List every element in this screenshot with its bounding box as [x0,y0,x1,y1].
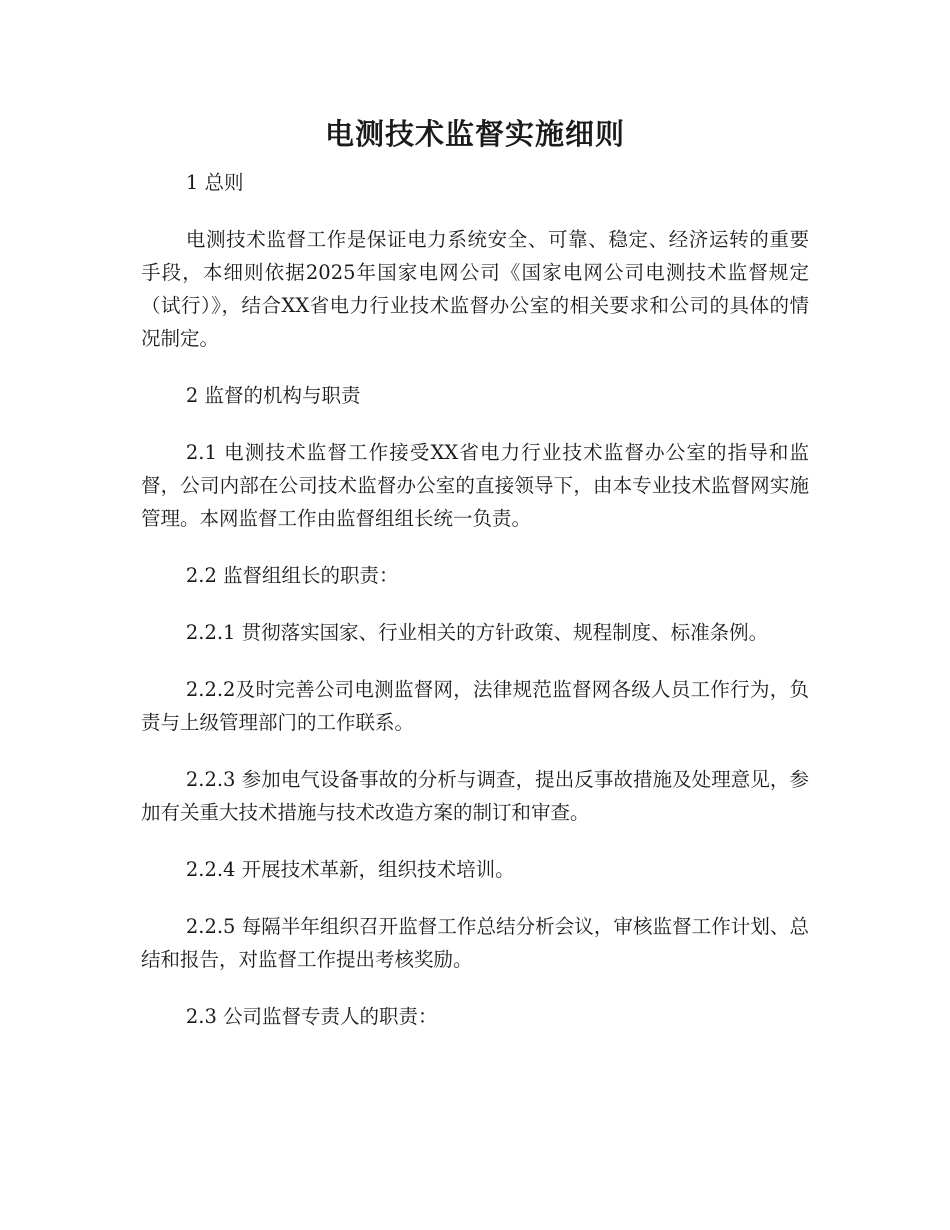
document-body [141,166,809,1033]
paragraph-2-2-3: 2.2.3 参加电气设备事故的分析与调查，提出反事故措施及处理意见，参加有关重大技术措施与技术改造方案的制订和审查。 [141,768,809,824]
section-heading-general: 1 总则 [185,171,244,194]
paragraph-2-2-4: 2.2.4 开展技术革新，组织技术培训。 [185,858,515,881]
document-title: 电测技术监督实施细则 [324,117,625,151]
paragraph-general-intro: 电测技术监督工作是保证电力系统安全、可靠、稳定、经济运转的重要手段，本细则依据2025年国家电网公司《国家电网公司电测技术监督规定（试行）》，结合XX省电力行业技术监督办公室的相关要求和公司的具体的情况制定。 [141,228,809,350]
paragraph-2-2-5: 2.2.5 每隔半年组织召开监督工作总结分析会议，审核监督工作计划、总结和报告，对监督工作提出考核奖励。 [141,915,809,971]
paragraph-2-1: 2.1 电测技术监督工作接受XX省电力行业技术监督办公室的指导和监督，公司内部在公司技术监督办公室的直接领导下，由本专业技术监督网实施管理。本网监督工作由监督组组长统一负责。 [141,441,809,530]
paragraph-2-2-1: 2.2.1 贯彻落实国家、行业相关的方针政策、规程制度、标准条例。 [185,621,769,644]
paragraph-2-2-2: 2.2.2及时完善公司电测监督网，法律规范监督网各级人员工作行为，负责与上级管理部门的工作联系。 [141,678,809,734]
subheading-2-2: 2.2 监督组组长的职责： [185,564,399,587]
section-heading-organization: 2 监督的机构与职责 [185,384,361,407]
subheading-2-3: 2.3 公司监督专责人的职责： [185,1005,438,1028]
